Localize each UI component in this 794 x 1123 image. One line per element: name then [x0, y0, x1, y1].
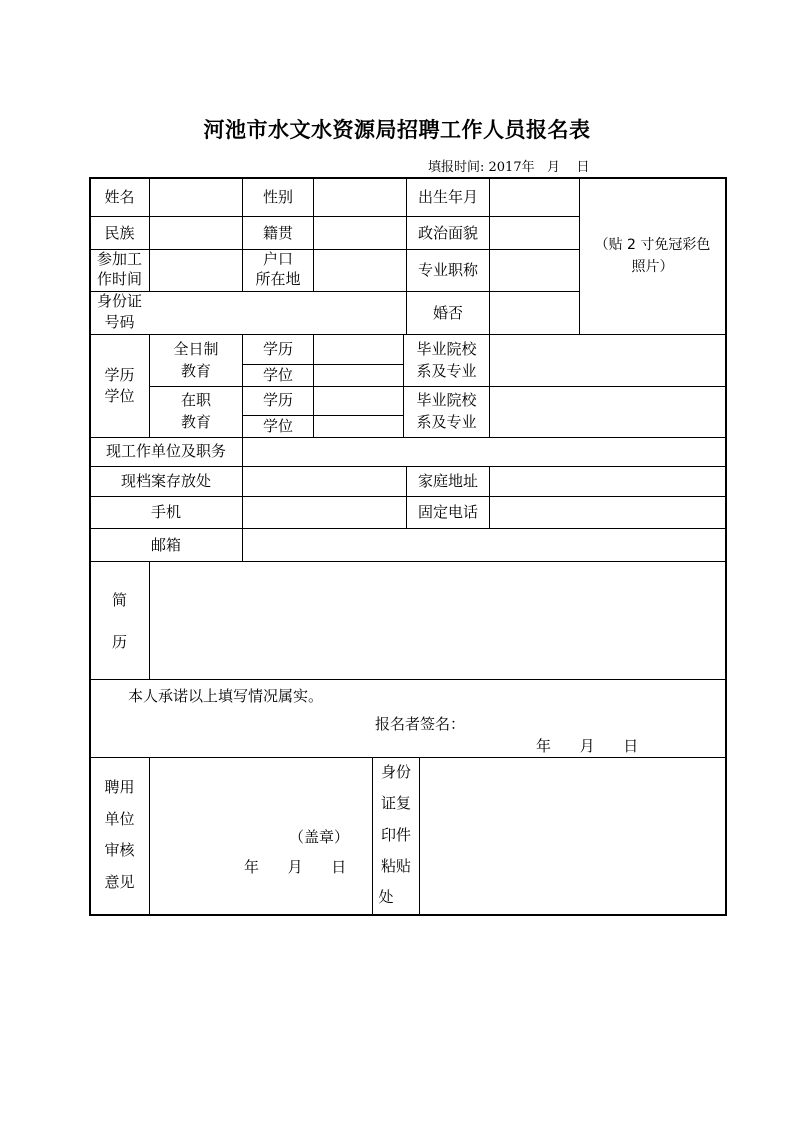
fulltime-school-field[interactable]	[490, 335, 725, 386]
hukou-field[interactable]	[314, 250, 406, 291]
fulltime-school-label-1: 毕业院校	[416, 340, 477, 358]
review-label-1: 聘用	[104, 778, 135, 796]
native-place-field[interactable]	[314, 217, 406, 249]
email-label: 邮箱	[150, 536, 181, 554]
inservice-label-2: 教育	[180, 413, 211, 431]
fulltime-edu-label: 学历	[262, 340, 293, 358]
ethnicity-field[interactable]	[150, 217, 242, 249]
form-title: 河池市水文水资源局招聘工作人员报名表	[203, 117, 591, 142]
resume-field[interactable]	[150, 562, 725, 679]
id-copy-label-5: 处	[378, 888, 394, 906]
education-label-2: 学位	[104, 387, 135, 405]
mobile-field[interactable]	[243, 497, 406, 528]
review-label-2: 单位	[104, 810, 135, 828]
native-place-label: 籍贯	[262, 224, 293, 242]
seal-label: （盖章）	[289, 828, 350, 846]
inservice-label-1: 在职	[180, 391, 211, 409]
name-field[interactable]	[150, 179, 242, 216]
id-copy-label-1: 身份	[380, 763, 411, 781]
hukou-label-2: 所在地	[255, 270, 301, 288]
political-label: 政治面貌	[417, 224, 478, 242]
employer-field[interactable]	[243, 438, 725, 466]
home-field[interactable]	[490, 467, 725, 496]
signature-label: 报名者签名：	[375, 715, 466, 733]
id-number-field[interactable]	[150, 292, 406, 334]
fulltime-label-1: 全日制	[173, 340, 219, 358]
fulltime-degree-field[interactable]	[314, 365, 403, 386]
ethnicity-label: 民族	[104, 224, 135, 242]
fulltime-degree-label: 学位	[262, 366, 293, 384]
gender-field[interactable]	[314, 179, 406, 216]
signature-field[interactable]	[470, 712, 720, 734]
political-field[interactable]	[490, 217, 579, 249]
work-start-field[interactable]	[150, 250, 242, 291]
id-number-label-1: 身份证	[96, 292, 142, 310]
id-copy-label-3: 印件	[380, 826, 411, 844]
fulltime-school-label-2: 系及专业	[416, 362, 477, 380]
inservice-degree-label: 学位	[262, 417, 293, 435]
inservice-school-label-1: 毕业院校	[416, 391, 477, 409]
id-number-label-2: 号码	[104, 313, 135, 331]
review-date: 年 月 日	[244, 858, 347, 876]
inservice-school-field[interactable]	[490, 387, 725, 437]
birth-field[interactable]	[490, 179, 579, 216]
landline-label: 固定电话	[417, 503, 478, 521]
id-copy-label-4: 粘贴	[380, 857, 411, 875]
photo-note-line1: （贴 2 寸免冠彩色	[594, 237, 711, 253]
hukou-label-1: 户口	[262, 250, 293, 268]
inservice-edu-field[interactable]	[314, 387, 403, 415]
title-prof-label: 专业职称	[417, 261, 478, 279]
pledge-text: 本人承诺以上填写情况属实。	[128, 687, 324, 705]
resume-label-2: 历	[111, 633, 127, 651]
marital-label: 婚否	[432, 304, 463, 322]
title-prof-field[interactable]	[490, 250, 579, 291]
sign-date: 年 月 日	[536, 737, 639, 755]
marital-field[interactable]	[490, 292, 579, 334]
review-label-4: 意见	[104, 873, 135, 891]
resume-label-1: 简	[111, 591, 127, 609]
inservice-edu-label: 学历	[262, 391, 293, 409]
birth-label: 出生年月	[417, 188, 478, 206]
id-copy-area[interactable]	[420, 758, 725, 914]
employer-label: 现工作单位及职务	[105, 442, 226, 460]
archive-label: 现档案存放处	[120, 472, 211, 490]
home-label: 家庭地址	[417, 472, 478, 490]
archive-field[interactable]	[243, 467, 406, 496]
gender-label: 性别	[262, 188, 293, 206]
id-copy-label-2: 证复	[380, 794, 411, 812]
work-start-label-2: 作时间	[96, 270, 142, 288]
mobile-label: 手机	[150, 503, 181, 521]
landline-field[interactable]	[490, 497, 725, 528]
education-label-1: 学历	[104, 366, 135, 384]
fulltime-label-2: 教育	[180, 362, 211, 380]
fulltime-edu-field[interactable]	[314, 335, 403, 364]
photo-note-line2: 照片）	[631, 259, 674, 275]
fill-time: 填报时间: 2017年 月 日	[428, 160, 590, 175]
email-field[interactable]	[243, 529, 725, 561]
inservice-school-label-2: 系及专业	[416, 413, 477, 431]
name-label: 姓名	[104, 188, 135, 206]
inservice-degree-field[interactable]	[314, 416, 403, 437]
work-start-label-1: 参加工	[96, 250, 142, 268]
review-label-3: 审核	[104, 841, 135, 859]
